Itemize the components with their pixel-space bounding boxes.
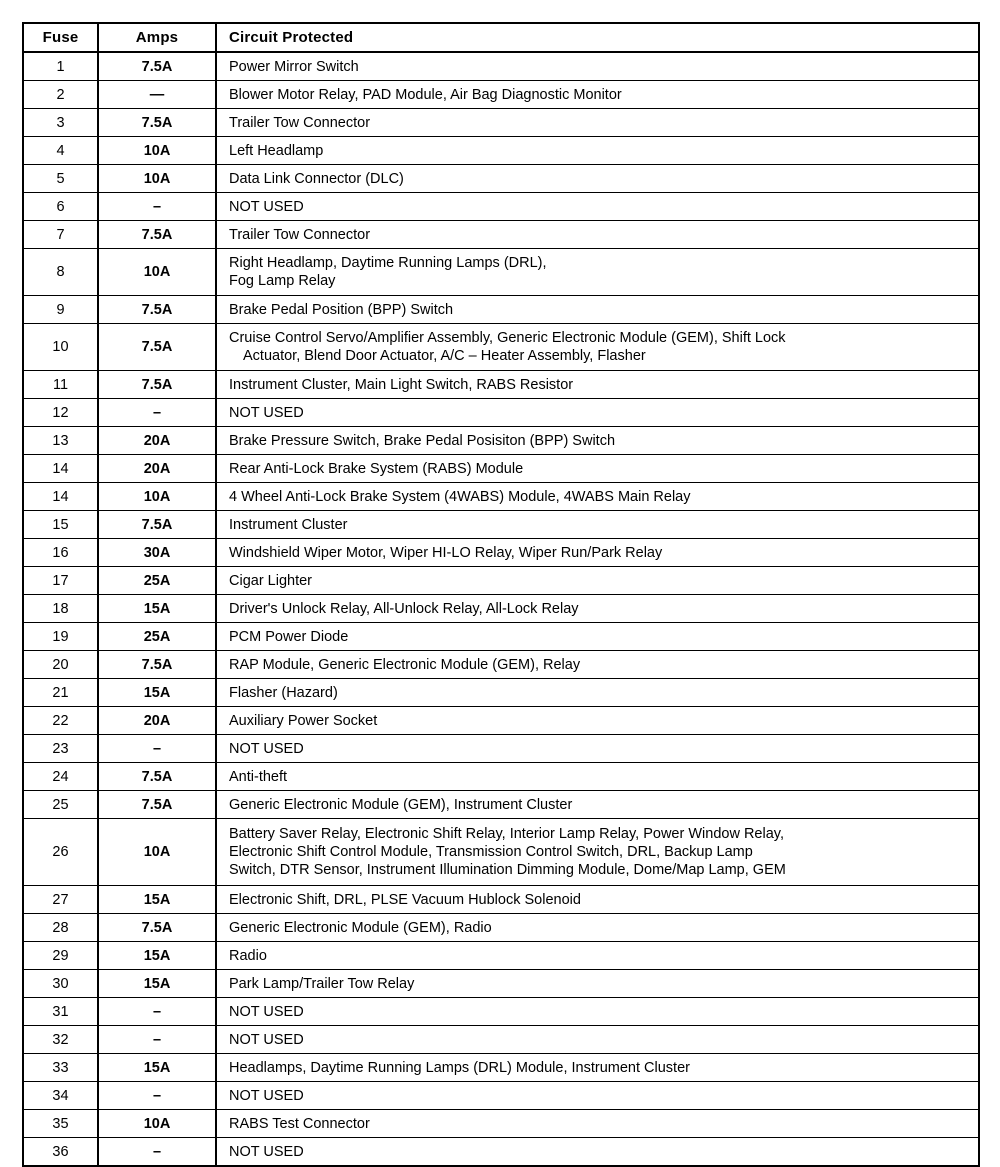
fuse-number-cell: 29: [23, 942, 98, 970]
fuse-amps-cell: 10A: [98, 819, 216, 886]
fuse-number-cell: 7: [23, 221, 98, 249]
header-row: [23, 23, 979, 52]
fuse-amps-cell: 10A: [98, 483, 216, 511]
circuit-protected-cell: [216, 623, 979, 651]
circuit-protected-cell: [216, 1138, 979, 1167]
circuit-protected-cell: [216, 324, 979, 371]
table-row: [23, 567, 979, 595]
circuit-protected-cell: [216, 455, 979, 483]
circuit-text-line: Switch, DTR Sensor, Instrument Illumination Dimming Module, Dome/Map Lamp, GEM: [229, 862, 786, 878]
table-row: [23, 707, 979, 735]
circuit-protected-cell: [216, 427, 979, 455]
circuit-text-line: Left Headlamp: [229, 142, 324, 159]
circuit-protected-cell: [216, 914, 979, 942]
table-row: [23, 427, 979, 455]
fuse-amps-cell: 15A: [98, 942, 216, 970]
fuse-number-cell: 27: [23, 886, 98, 914]
circuit-text-line: Trailer Tow Connector: [229, 226, 371, 243]
table-row: [23, 763, 979, 791]
table-row: [23, 399, 979, 427]
fuse-amps-cell: 15A: [98, 886, 216, 914]
circuit-text-line: RAP Module, Generic Electronic Module (GEM), Relay: [229, 656, 581, 673]
fuse-amps-cell: —: [98, 81, 216, 109]
circuit-protected-cell: [216, 679, 979, 707]
fuse-number-cell: 34: [23, 1082, 98, 1110]
fuse-table: [22, 22, 980, 1167]
fuse-table-container: [22, 22, 978, 1167]
fuse-number-cell: 13: [23, 427, 98, 455]
fuse-number-cell: 28: [23, 914, 98, 942]
circuit-text-line: Electronic Shift, DRL, PLSE Vacuum Hublock Solenoid: [229, 891, 581, 908]
table-row: [23, 735, 979, 763]
fuse-number-cell: 26: [23, 819, 98, 886]
table-row: [23, 81, 979, 109]
circuit-protected-cell: [216, 567, 979, 595]
circuit-text-line: Fog Lamp Relay: [229, 273, 336, 289]
circuit-protected-cell: [216, 399, 979, 427]
fuse-amps-cell: –: [98, 998, 216, 1026]
fuse-amps-cell: 25A: [98, 623, 216, 651]
circuit-text-line: Radio: [229, 947, 267, 964]
fuse-amps-cell: 10A: [98, 249, 216, 296]
circuit-text-line: NOT USED: [229, 404, 304, 421]
fuse-number-cell: 16: [23, 539, 98, 567]
table-row: [23, 942, 979, 970]
fuse-amps-cell: 7.5A: [98, 651, 216, 679]
table-row: [23, 221, 979, 249]
circuit-protected-cell: [216, 886, 979, 914]
fuse-number-cell: 25: [23, 791, 98, 819]
table-row: [23, 1110, 979, 1138]
fuse-number-cell: 20: [23, 651, 98, 679]
fuse-number-cell: 14: [23, 483, 98, 511]
circuit-text-line: Flasher (Hazard): [229, 684, 338, 701]
fuse-amps-cell: –: [98, 1026, 216, 1054]
circuit-protected-cell: [216, 249, 979, 296]
circuit-text-line: Headlamps, Daytime Running Lamps (DRL) Module, Instrument Cluster: [229, 1059, 690, 1076]
circuit-protected-cell: [216, 511, 979, 539]
table-row: [23, 791, 979, 819]
circuit-protected-cell: [216, 819, 979, 886]
circuit-protected-cell: [216, 998, 979, 1026]
fuse-number-cell: 18: [23, 595, 98, 623]
circuit-text-line: Anti-theft: [229, 768, 288, 785]
circuit-text-line: NOT USED: [229, 1087, 304, 1104]
circuit-text-line: Rear Anti-Lock Brake System (RABS) Module: [229, 460, 524, 477]
circuit-text-line: Data Link Connector (DLC): [229, 170, 404, 187]
circuit-text-line: NOT USED: [229, 198, 304, 215]
fuse-amps-cell: 25A: [98, 567, 216, 595]
fuse-amps-cell: 15A: [98, 679, 216, 707]
circuit-protected-cell: [216, 52, 979, 81]
fuse-number-cell: 32: [23, 1026, 98, 1054]
circuit-protected-cell: [216, 371, 979, 399]
circuit-text-line: Electronic Shift Control Module, Transmission Control Switch, DRL, Backup Lamp: [229, 844, 753, 860]
fuse-number-cell: 17: [23, 567, 98, 595]
fuse-amps-cell: 20A: [98, 707, 216, 735]
fuse-number-cell: 6: [23, 193, 98, 221]
circuit-protected-cell: [216, 193, 979, 221]
table-row: [23, 455, 979, 483]
circuit-protected-cell: [216, 221, 979, 249]
circuit-text-line: NOT USED: [229, 1143, 304, 1160]
fuse-amps-cell: 7.5A: [98, 221, 216, 249]
table-row: [23, 539, 979, 567]
table-row: [23, 623, 979, 651]
circuit-text-line: Instrument Cluster: [229, 516, 348, 533]
fuse-number-cell: 23: [23, 735, 98, 763]
table-row: [23, 679, 979, 707]
fuse-amps-cell: 10A: [98, 165, 216, 193]
circuit-protected-cell: [216, 942, 979, 970]
column-header-amps: Amps: [98, 23, 216, 52]
circuit-protected-cell: [216, 296, 979, 324]
fuse-amps-cell: 15A: [98, 595, 216, 623]
table-row: [23, 1054, 979, 1082]
table-row: [23, 165, 979, 193]
circuit-protected-cell: [216, 1054, 979, 1082]
fuse-amps-cell: 20A: [98, 427, 216, 455]
fuse-amps-cell: –: [98, 735, 216, 763]
table-row: [23, 970, 979, 998]
table-row: [23, 52, 979, 81]
circuit-protected-cell: [216, 735, 979, 763]
circuit-text-line: Generic Electronic Module (GEM), Instrument Cluster: [229, 796, 573, 813]
fuse-amps-cell: 7.5A: [98, 763, 216, 791]
fuse-number-cell: 21: [23, 679, 98, 707]
fuse-amps-cell: 15A: [98, 970, 216, 998]
column-header-fuse: Fuse: [23, 23, 98, 52]
fuse-number-cell: 30: [23, 970, 98, 998]
fuse-number-cell: 4: [23, 137, 98, 165]
fuse-amps-cell: 20A: [98, 455, 216, 483]
fuse-amps-cell: 10A: [98, 1110, 216, 1138]
circuit-protected-cell: [216, 1110, 979, 1138]
table-row: [23, 998, 979, 1026]
circuit-text-line: 4 Wheel Anti-Lock Brake System (4WABS) Module, 4WABS Main Relay: [229, 488, 691, 505]
fuse-number-cell: 19: [23, 623, 98, 651]
table-row: [23, 483, 979, 511]
table-row: [23, 914, 979, 942]
table-row: [23, 1138, 979, 1167]
fuse-amps-cell: 7.5A: [98, 914, 216, 942]
circuit-text-line: NOT USED: [229, 740, 304, 757]
circuit-text-line: Driver's Unlock Relay, All-Unlock Relay, All-Lock Relay: [229, 600, 579, 617]
fuse-number-cell: 11: [23, 371, 98, 399]
table-row: [23, 296, 979, 324]
fuse-amps-cell: 7.5A: [98, 52, 216, 81]
circuit-text-line: Auxiliary Power Socket: [229, 712, 378, 729]
circuit-text-line: Cruise Control Servo/Amplifier Assembly, Generic Electronic Module (GEM), Shift Lock: [229, 330, 786, 346]
circuit-protected-cell: [216, 539, 979, 567]
table-row: [23, 137, 979, 165]
table-row: [23, 193, 979, 221]
fuse-number-cell: 31: [23, 998, 98, 1026]
table-row: [23, 324, 979, 371]
circuit-protected-cell: [216, 109, 979, 137]
table-row: [23, 249, 979, 296]
table-row: [23, 651, 979, 679]
table-header: [23, 23, 979, 52]
circuit-text-line: PCM Power Diode: [229, 628, 349, 645]
circuit-text-line: Power Mirror Switch: [229, 58, 359, 75]
circuit-text-line: NOT USED: [229, 1003, 304, 1020]
column-header-circuit: Circuit Protected: [216, 23, 979, 52]
fuse-number-cell: 33: [23, 1054, 98, 1082]
fuse-amps-cell: 7.5A: [98, 109, 216, 137]
circuit-protected-cell: [216, 165, 979, 193]
circuit-text-line: RABS Test Connector: [229, 1115, 370, 1132]
circuit-text-line: Instrument Cluster, Main Light Switch, RABS Resistor: [229, 376, 574, 393]
circuit-text-line: Windshield Wiper Motor, Wiper HI-LO Relay, Wiper Run/Park Relay: [229, 544, 663, 561]
circuit-text-line: Actuator, Blend Door Actuator, A/C – Heater Assembly, Flasher: [243, 348, 646, 364]
fuse-amps-cell: 7.5A: [98, 371, 216, 399]
fuse-amps-cell: 7.5A: [98, 511, 216, 539]
circuit-text-line: Right Headlamp, Daytime Running Lamps (DRL),: [229, 255, 547, 271]
fuse-number-cell: 10: [23, 324, 98, 371]
circuit-text-line: Brake Pedal Position (BPP) Switch: [229, 301, 454, 318]
table-row: [23, 886, 979, 914]
fuse-number-cell: 24: [23, 763, 98, 791]
fuse-amps-cell: 7.5A: [98, 324, 216, 371]
fuse-number-cell: 35: [23, 1110, 98, 1138]
fuse-amps-cell: –: [98, 1138, 216, 1167]
fuse-amps-cell: 15A: [98, 1054, 216, 1082]
fuse-amps-cell: –: [98, 399, 216, 427]
table-row: [23, 1082, 979, 1110]
circuit-protected-cell: [216, 483, 979, 511]
table-body: [23, 52, 979, 1166]
circuit-text-line: Brake Pressure Switch, Brake Pedal Posisiton (BPP) Switch: [229, 432, 616, 449]
circuit-text-line: NOT USED: [229, 1031, 304, 1048]
circuit-text-line: Blower Motor Relay, PAD Module, Air Bag Diagnostic Monitor: [229, 86, 622, 103]
circuit-text-line: Park Lamp/Trailer Tow Relay: [229, 975, 415, 992]
fuse-number-cell: 8: [23, 249, 98, 296]
circuit-protected-cell: [216, 595, 979, 623]
fuse-number-cell: 9: [23, 296, 98, 324]
circuit-protected-cell: [216, 651, 979, 679]
fuse-number-cell: 2: [23, 81, 98, 109]
fuse-number-cell: 36: [23, 1138, 98, 1167]
circuit-text-line: Battery Saver Relay, Electronic Shift Relay, Interior Lamp Relay, Power Window Relay,: [229, 826, 784, 842]
circuit-protected-cell: [216, 137, 979, 165]
circuit-protected-cell: [216, 970, 979, 998]
fuse-number-cell: 15: [23, 511, 98, 539]
fuse-number-cell: 22: [23, 707, 98, 735]
table-row: [23, 595, 979, 623]
table-row: [23, 371, 979, 399]
fuse-amps-cell: 7.5A: [98, 791, 216, 819]
circuit-protected-cell: [216, 763, 979, 791]
fuse-number-cell: 12: [23, 399, 98, 427]
table-row: [23, 1026, 979, 1054]
fuse-number-cell: 3: [23, 109, 98, 137]
circuit-protected-cell: [216, 1026, 979, 1054]
table-row: [23, 511, 979, 539]
fuse-amps-cell: 10A: [98, 137, 216, 165]
fuse-amps-cell: 7.5A: [98, 296, 216, 324]
fuse-amps-cell: 30A: [98, 539, 216, 567]
circuit-protected-cell: [216, 1082, 979, 1110]
circuit-text-line: Trailer Tow Connector: [229, 114, 371, 131]
fuse-number-cell: 14: [23, 455, 98, 483]
fuse-number-cell: 5: [23, 165, 98, 193]
circuit-protected-cell: [216, 791, 979, 819]
fuse-amps-cell: –: [98, 193, 216, 221]
circuit-protected-cell: [216, 707, 979, 735]
fuse-amps-cell: –: [98, 1082, 216, 1110]
table-row: [23, 819, 979, 886]
circuit-text-line: Cigar Lighter: [229, 572, 313, 589]
table-row: [23, 109, 979, 137]
fuse-number-cell: 1: [23, 52, 98, 81]
circuit-protected-cell: [216, 81, 979, 109]
circuit-text-line: Generic Electronic Module (GEM), Radio: [229, 919, 492, 936]
